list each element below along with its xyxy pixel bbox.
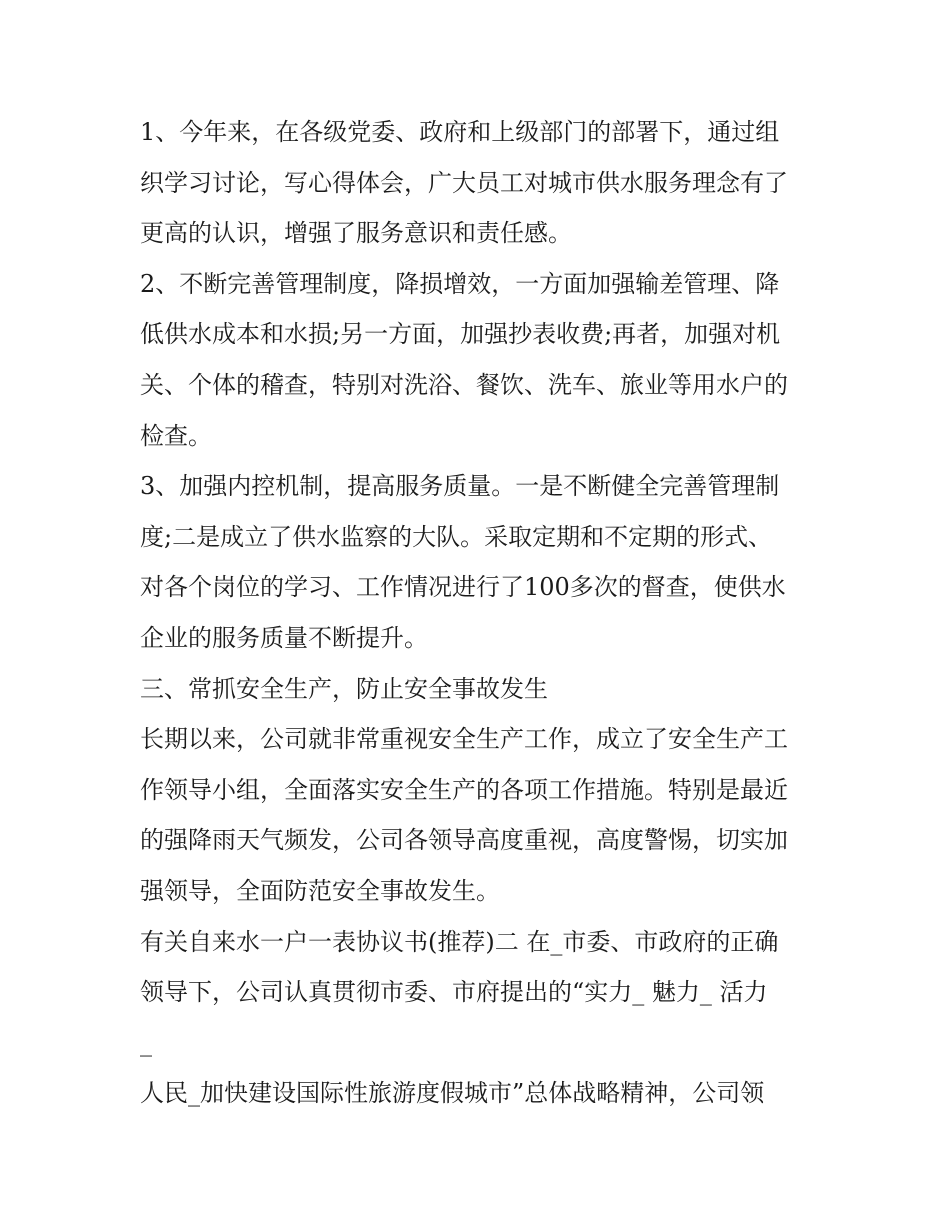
text-line: _: [140, 1028, 152, 1057]
text-line: 作领导小组，全面落实安全生产的各项工作措施。特别是最近: [140, 775, 788, 804]
text-line: 度;二是成立了供水监察的大队。采取定期和不定期的形式、: [140, 522, 773, 551]
text-line: 2、不断完善管理制度，降损增效，一方面加强输差管理、降: [140, 269, 780, 298]
text-line: 强领导，全面防范安全事故发生。: [140, 876, 500, 905]
text-line: 的强降雨天气频发，公司各领导高度重视，高度警惕，切实加: [140, 826, 788, 855]
document-body: [140, 107, 820, 1119]
section-heading: 三、常抓安全生产，防止安全事故发生: [140, 674, 548, 703]
text-line: 有关自来水一户一表协议书(推荐)二 在_市委、市政府的正确: [140, 927, 779, 956]
text-line: 企业的服务质量不断提升。: [140, 623, 428, 652]
text-line: 1、今年来，在各级党委、政府和上级部门的部署下，通过组: [140, 118, 780, 146]
text-line: 织学习讨论，写心得体会，广大员工对城市供水服务理念有了: [140, 168, 788, 197]
text-line: 领导下，公司认真贯彻市委、市府提出的“实力_ 魅力_ 活力: [140, 978, 768, 1007]
text-line: 对各个岗位的学习、工作情况进行了100多次的督查，使供水: [140, 573, 786, 602]
text-line: 检查。: [140, 421, 212, 450]
text-line: 人民_加快建设国际性旅游度假城市”总体战略精神，公司领: [140, 1079, 765, 1108]
text-line: 更高的认识，增强了服务意识和责任感。: [140, 219, 572, 248]
text-line: 关、个体的稽查，特别对洗浴、餐饮、洗车、旅业等用水户的: [140, 370, 788, 399]
text-line: 3、加强内控机制，提高服务质量。一是不断健全完善管理制: [140, 472, 780, 501]
text-line: 长期以来，公司就非常重视安全生产工作，成立了安全生产工: [140, 725, 788, 754]
text-line: 低供水成本和水损;另一方面，加强抄表收费;再者，加强对机: [140, 320, 781, 349]
